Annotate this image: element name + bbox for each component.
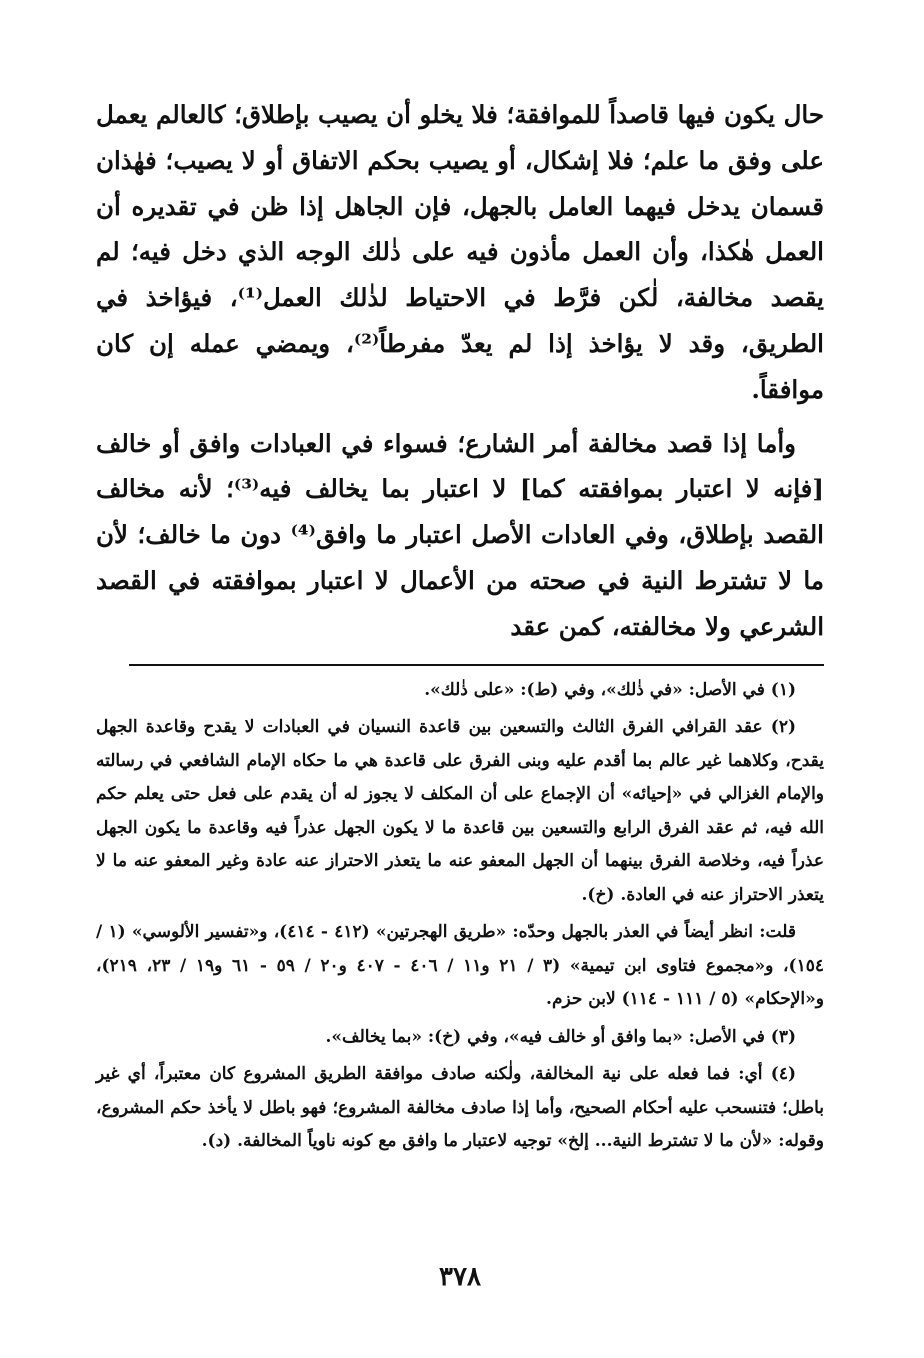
footnote-2-note: قلت: انظر أيضاً في العذر بالجهل وحدّه: «طريق الهجرتين» (٤١٢ - ٤١٤)، و«تفسير الألوسي» (١ / ١٥٤)، و«مجموع فتاوى ابن تيمية» (٣ / ٢١ و١١ / ٤٠٦ - ٤٠٧ و٢٠ / ٥٩ - ٦١ و١٩ / ٢٣، ٢١٩)، و«الإحكام» (٥ / ١١١ - ١١٤) لابن حزم. [96,922,824,1010]
footnote-1: (١) في الأصل: «في ذٰلك»، وفي (ط): «على ذٰلك». [424,679,796,700]
page-number: ٣٧٨ [439,1262,481,1292]
paragraph-1: حال يكون فيها قاصداً للموافقة؛ فلا يخلو أن يصيب بإطلاق؛ كالعالم يعمل على وفق ما علم؛ فلا إشكال، أو يصيب بحكم الاتفاق أو لا يصيب؛ فهٰذان قسمان يدخل فيهما العامل بالجهل، فإن الجاهل إذا ظن في تقديره أن العمل هٰكذا، وأن العمل مأذون فيه على ذٰلك الوجه الذي دخل فيه؛ لم يقصد مخالفة، لٰكن فرَّط في الاحتياط لذٰلك العمل⁽¹⁾، فيؤاخذ في الطريق، وقد لا يؤاخذ إذا لم يعدّ مفرطاً⁽²⁾، ويمضي عمله إن كان موافقاً. [96,100,824,404]
footnote-separator [129,664,824,666]
footnote-2: (٢) عقد القرافي الفرق الثالث والتسعين بين قاعدة النسيان في العبادات لا يقدح وقاعدة الجهل يقدح، وكلاهما غير عالم بما أقدم عليه وبنى الفرق على قاعدة هي ما حكاه الإمام الشافعي في رسالته والإمام الغزالي في «إحيائه» أن الإجماع على أن المكلف لا يجوز له أن يقدم على فعل حتى يعلم حكم الله فيه، ثم عقد الفرق الرابع والتسعين بين قاعدة ما لا يكون الجهل عذراً فيه وقاعدة ما يكون الجهل عذراً فيه، وخلاصة الفرق بينهما أن الجهل المعفو عنه ما يتعذر الاحتراز عنه عادة وغير المعفو عنه ما لا يتعذر الاحتراز عنه في العادة. (خ). [96,717,824,905]
footnote-3: (٣) في الأصل: «بما وافق أو خالف فيه»، وفي (خ): «بما يخالف». [325,1026,796,1047]
book-page [96,92,824,1292]
footnote-4: (٤) أي: فما فعله على نية المخالفة، ولٰكنه صادف موافقة الطريق المشروع كان معتبراً، أي غير باطل؛ فتنسحب عليه أحكام الصحيح، وأما إذا صادف مخالفة المشروع؛ فهو باطل لا يأخذ حكم المشروع، وقوله: «لأن ما لا تشترط النية... إلخ» توجيه لاعتبار ما وافق مع كونه ناوياً المخالفة. (د). [96,1064,824,1152]
main-text [96,92,824,650]
footnotes [96,674,824,1159]
paragraph-2: وأما إذا قصد مخالفة أمر الشارع؛ فسواء في العبادات وافق أو خالف [فإنه لا اعتبار بموافقته كما] لا اعتبار بما يخالف فيه⁽³⁾؛ لأنه مخالف القصد بإطلاق، وفي العادات الأصل اعتبار ما وافق⁽⁴⁾ دون ما خالف؛ لأن ما لا تشترط النية في صحته من الأعمال لا اعتبار بموافقته في القصد الشرعي ولا مخالفته، كمن عقد [96,428,824,641]
